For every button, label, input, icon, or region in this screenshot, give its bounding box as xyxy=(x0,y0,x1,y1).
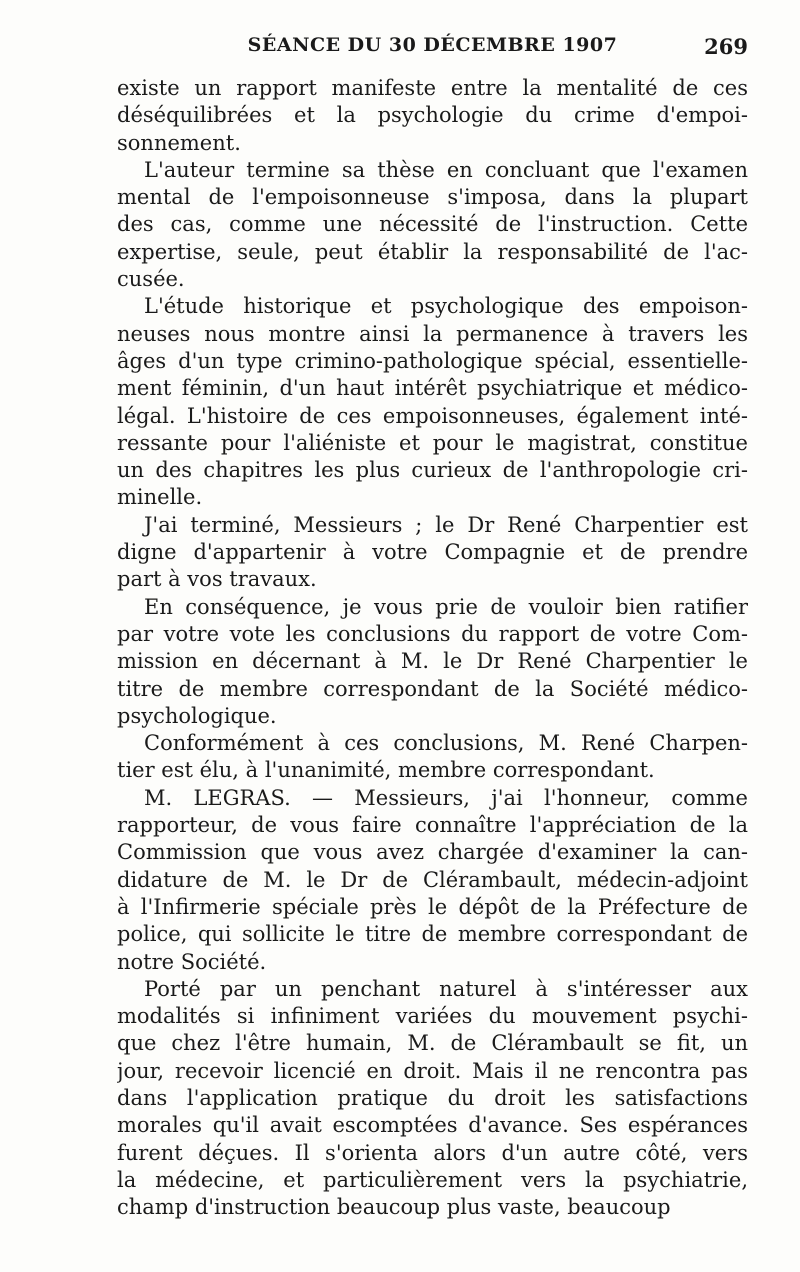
text-line: champ d'instruction beaucoup plus vaste, beaucoup xyxy=(117,1195,671,1220)
paragraph xyxy=(117,512,748,594)
text-line: ressante pour l'aliéniste et pour le magistrat, constitue xyxy=(117,430,748,455)
text-line: Porté par un penchant naturel à s'intéresser aux xyxy=(144,976,748,1001)
text-line: mission en décernant à M. le Dr René Charpentier le xyxy=(117,649,748,674)
paragraph xyxy=(117,785,748,976)
text-line: des cas, comme une nécessité de l'instruction. Cette xyxy=(117,212,748,237)
text-line: sonnement. xyxy=(117,130,241,155)
text-line: psychologique. xyxy=(117,703,277,728)
text-line: existe un rapport manifeste entre la mentalité de ces xyxy=(117,76,748,100)
text-line: légal. L'histoire de ces empoisonneuses, également inté- xyxy=(117,403,748,428)
text-line: minelle. xyxy=(117,485,203,510)
text-line: âges d'un type crimino-pathologique spécial, essentielle- xyxy=(117,348,748,373)
text-line: dans l'application pratique du droit les satisfactions xyxy=(117,1085,748,1110)
text-line: modalités si infiniment variées du mouvement psychi- xyxy=(117,1004,748,1029)
text-line: J'ai terminé, Messieurs ; le Dr René Charpentier est xyxy=(144,512,748,537)
text-line: mental de l'empoisonneuse s'imposa, dans la plupart xyxy=(117,185,748,210)
paragraph xyxy=(117,157,748,293)
text-line: que chez l'être humain, M. de Clérambault se fit, un xyxy=(117,1031,748,1056)
paragraph xyxy=(117,75,748,157)
text-line: la médecine, et particulièrement vers la psychiatrie, xyxy=(117,1167,748,1192)
text-line: M. LEGRAS. — Messieurs, j'ai l'honneur, comme xyxy=(144,785,748,810)
text-line: rapporteur, de vous faire connaître l'appréciation de la xyxy=(117,813,748,838)
text-line: digne d'appartenir à votre Compagnie et de prendre xyxy=(117,540,748,565)
body-text xyxy=(117,75,748,1221)
text-line: jour, recevoir licencié en droit. Mais il ne rencontra pas xyxy=(117,1058,748,1083)
paragraph xyxy=(117,594,748,730)
text-line: par votre vote les conclusions du rapport de votre Com- xyxy=(117,621,748,646)
text-line: ment féminin, d'un haut intérêt psychiatrique et médico- xyxy=(117,376,748,401)
text-line: didature de M. le Dr de Clérambault, médecin-adjoint xyxy=(117,867,748,892)
text-line: police, qui sollicite le titre de membre correspondant de xyxy=(117,922,748,947)
text-line: neuses nous montre ainsi la permanence à travers les xyxy=(117,321,748,346)
text-line: tier est élu, à l'unanimité, membre correspondant. xyxy=(117,758,655,783)
text-line: notre Société. xyxy=(117,949,267,974)
text-line: déséquilibrées et la psychologie du crime d'empoi- xyxy=(117,103,748,128)
text-line: expertise, seule, peut établir la responsabilité de l'ac- xyxy=(117,239,748,264)
text-line: un des chapitres les plus curieux de l'anthropologie cri- xyxy=(117,458,748,483)
paragraph xyxy=(117,976,748,1222)
text-line: L'étude historique et psychologique des empoison- xyxy=(144,294,748,319)
text-line: L'auteur termine sa thèse en concluant que l'examen xyxy=(144,157,748,182)
paragraph xyxy=(117,293,748,511)
text-line: morales qu'il avait escomptées d'avance. Ses espérances xyxy=(117,1113,748,1138)
text-line: furent déçues. Il s'orienta alors d'un autre côté, vers xyxy=(117,1140,748,1165)
running-header xyxy=(117,34,748,68)
running-title: SÉANCE DU 30 DÉCEMBRE 1907 xyxy=(247,34,618,56)
text-line: part à vos travaux. xyxy=(117,567,317,592)
text-line: cusée. xyxy=(117,267,185,292)
text-line: titre de membre correspondant de la Société médico- xyxy=(117,676,748,701)
text-line: Commission que vous avez chargée d'examiner la can- xyxy=(117,840,748,865)
text-line: Conformément à ces conclusions, M. René Charpen- xyxy=(144,731,748,756)
page-number: 269 xyxy=(704,34,748,59)
text-line: à l'Infirmerie spéciale près le dépôt de la Préfecture de xyxy=(117,894,748,919)
paragraph xyxy=(117,730,748,785)
text-line: En conséquence, je vous prie de vouloir bien ratifier xyxy=(144,594,748,619)
